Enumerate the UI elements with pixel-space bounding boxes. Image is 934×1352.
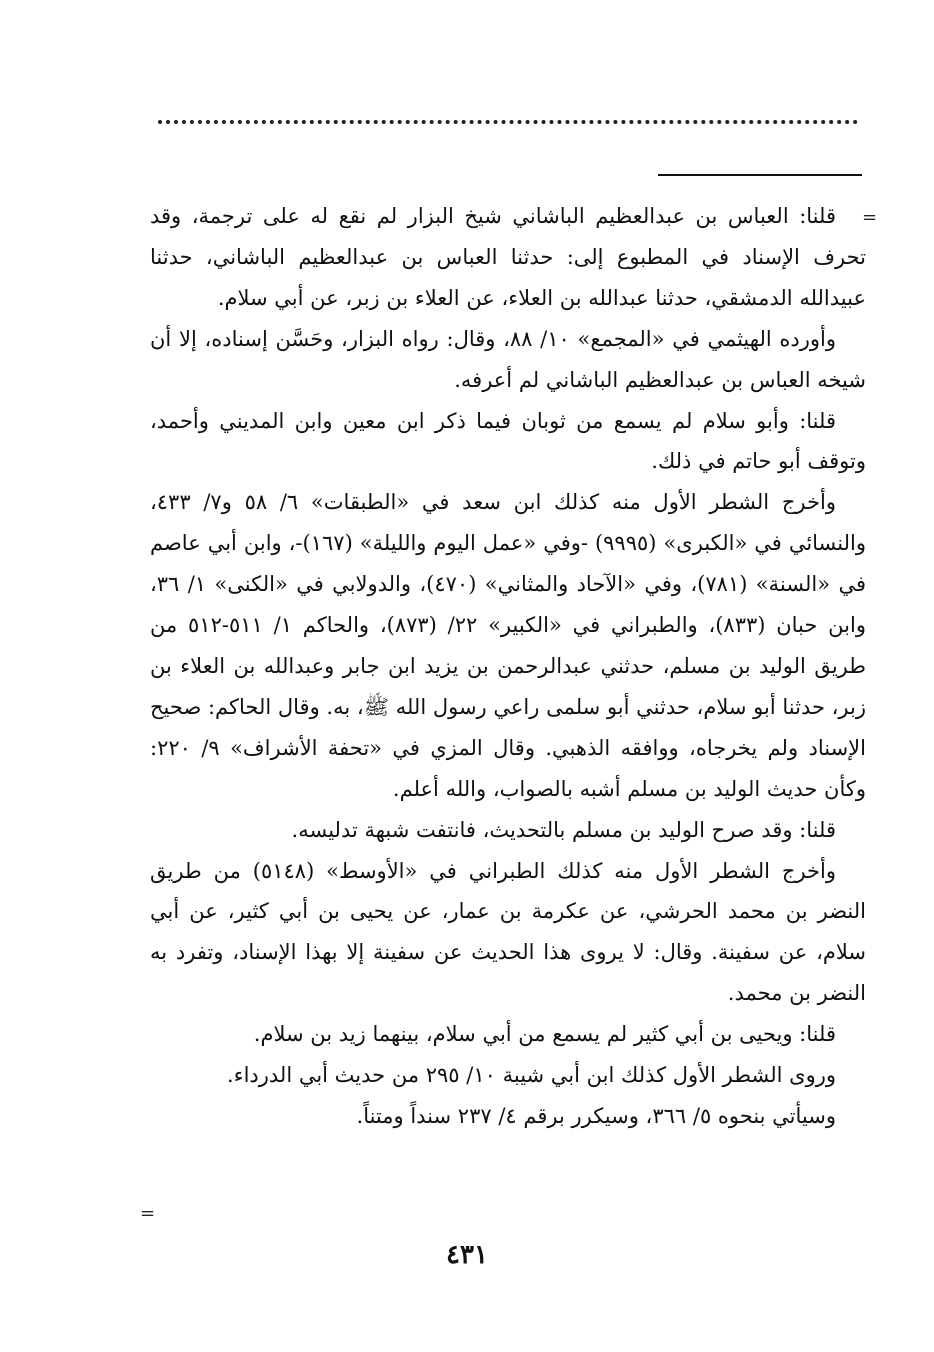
paragraph-9: وسيأتي بنحوه ٥/ ٣٦٦، وسيكرر برقم ٤/ ٢٣٧ سنداً ومتناً. (356, 1103, 836, 1128)
footnote-separator-line (658, 174, 862, 176)
paragraph-8: وروى الشطر الأول كذلك ابن أبي شيبة ١٠/ ٢٩٥ من حديث أبي الدرداء. (227, 1063, 836, 1088)
paragraph-2: وأورده الهيثمي في «المجمع» ١٠/ ٨٨، وقال: رواه البزار، وحَسَّن إسناده، إلا أن شيخه العباس بن عبدالعظيم الباشاني لم أعرفه. (150, 326, 866, 392)
paragraph-7: قلنا: ويحيى بن أبي كثير لم يسمع من أبي سلام، بينهما زيد بن سلام. (253, 1022, 836, 1047)
paragraph-3: قلنا: وأبو سلام لم يسمع من ثوبان فيما ذكر ابن معين وابن المديني وأحمد، وتوقف أبو حاتم في ذلك. (150, 408, 866, 474)
continuation-mark-top: = (862, 207, 878, 228)
footnote-text-block (150, 196, 866, 1137)
page-number: ٤٣١ (446, 1240, 488, 1270)
header-dotted-rule (158, 120, 858, 136)
continuation-mark-bottom: = (140, 1203, 156, 1224)
paragraph-5: قلنا: وقد صرح الوليد بن مسلم بالتحديث، فانتفت شبهة تدليسه. (291, 817, 836, 842)
paragraph-6: وأخرج الشطر الأول منه كذلك الطبراني في «الأوسط» (٥١٤٨) من طريق النضر بن محمد الحرشي، عن عكرمة بن عمار، عن يحيى بن أبي كثير، عن أبي سلام، عن سفينة. وقال: لا يروى هذا الحديث عن سفينة إلا بهذا الإسناد، وتفرد به النضر بن محمد. (150, 858, 866, 1006)
paragraph-4: وأخرج الشطر الأول منه كذلك ابن سعد في «الطبقات» ٦/ ٥٨ و٧/ ٤٣٣، والنسائي في «الكبرى» (٩٩٩٥) -وفي «عمل اليوم والليلة» (١٦٧)-، وابن أبي عاصم في «السنة» (٧٨١)، وفي «الآحاد والمثاني» (٤٧٠)، والدولابي في «الكنى» ١/ ٣٦، وابن حبان (٨٣٣)، والطبراني في «الكبير» ٢٢/ (٨٧٣)، والحاكم ١/ ٥١١-٥١٢ من طريق الوليد بن مسلم، حدثني عبدالرحمن بن يزيد ابن جابر وعبدالله بن العلاء بن زبر، حدثنا أبو سلام، حدثني أبو سلمى راعي رسول الله ﷺ، به. وقال الحاكم: صحيح الإسناد ولم يخرجاه، ووافقه الذهبي. وقال المزي في «تحفة الأشراف» ٩/ ٢٢٠: وكأن حديث الوليد بن مسلم أشبه بالصواب، والله أعلم. (150, 490, 867, 801)
paragraph-1: قلنا: العباس بن عبدالعظيم الباشاني شيخ البزار لم نقع له على ترجمة، وقد تحرف الإسناد في المطبوع إلى: حدثنا العباس بن عبدالعظيم الباشاني، حدثنا عبيدالله الدمشقي، حدثنا عبدالله بن العلاء، عن العلاء بن زبر، عن أبي سلام. (150, 204, 866, 310)
